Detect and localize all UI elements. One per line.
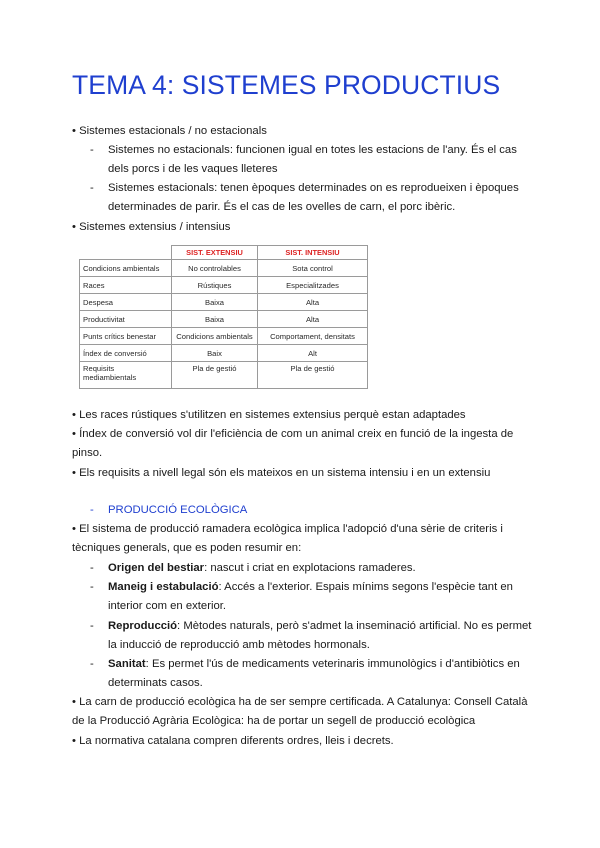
table-row: [80, 260, 368, 277]
table-cell-intensive: Alta: [258, 311, 368, 328]
table-header-blank: [80, 246, 172, 260]
bullet-mark: •: [72, 409, 76, 421]
dash-mark: -: [90, 144, 94, 156]
bullet-text: La normativa catalana compren diferents ordres, lleis i decrets.: [79, 735, 394, 747]
item-text: : nascut i criat en explotacions ramaderes.: [204, 562, 416, 574]
bullet-legal-requirements: [72, 466, 490, 480]
bullet-text: Els requisits a nivell legal són els mateixos en un sistema intensiu i en un extensiu: [79, 467, 491, 479]
item-label: Sanitat: [108, 658, 146, 670]
bullet-mark: •: [72, 221, 76, 233]
table-cell-intensive: Pla de gestió: [258, 362, 368, 389]
bullet-mark: •: [72, 523, 76, 535]
table-cell-label: [80, 362, 172, 389]
bullet-mark: •: [72, 467, 76, 479]
dash-mark: -: [90, 182, 94, 194]
table-cell-intensive: Comportament, densitats: [258, 328, 368, 345]
dash-mark: -: [90, 620, 94, 632]
page-title: TEMA 4: SISTEMES PRODUCTIUS: [72, 70, 501, 100]
bullet-eco-system: [72, 522, 503, 536]
table-row: [80, 328, 368, 345]
table-header-row: [80, 246, 368, 260]
eco-item-handling: [108, 580, 513, 594]
table-cell-label: Despesa: [80, 294, 172, 311]
item-text: : Mètodes naturals, però s'admet la inseminació artificial. No es permet: [177, 620, 532, 632]
table-cell-extensive: Baixa: [172, 311, 258, 328]
nonseasonal-text-l1: Sistemes no estacionals: funcionen igual en totes les estacions de l'any. És el cas: [108, 144, 517, 156]
bullet-regulations: [72, 734, 394, 748]
eco-item-reproduction: [108, 619, 531, 633]
bullet-certification: [72, 695, 527, 709]
bullet-text: La carn de producció ecològica ha de ser sempre certificada. A Catalunya: Consell Català: [79, 696, 528, 708]
bullet-conversion-index: [72, 427, 513, 441]
item-text: : Es permet l'ús de medicaments veterinaris immunològics i d'antibiòtics en: [145, 658, 520, 670]
dash-mark: -: [90, 504, 94, 516]
table-row: [80, 294, 368, 311]
item-text: : Accés a l'exterior. Espais mínims segons l'espècie tant en: [218, 581, 513, 593]
table-cell-intensive: Sota control: [258, 260, 368, 277]
nonseasonal-text-l2: dels porcs i de les vaques lleteres: [108, 163, 278, 175]
bullet-text: Sistemes estacionals / no estacionals: [79, 125, 267, 137]
bullet-text: Les races rústiques s'utilitzen en sistemes extensius perquè estan adaptades: [79, 409, 466, 421]
bullet-extensive: [72, 220, 230, 234]
bullet-mark: •: [72, 696, 76, 708]
bullet-mark: •: [72, 735, 76, 747]
table-cell-extensive: Rústiques: [172, 277, 258, 294]
table-cell-extensive: Condicions ambientals: [172, 328, 258, 345]
table-cell-extensive: No controlables: [172, 260, 258, 277]
table-row: [80, 362, 368, 389]
table-cell-intensive: Alt: [258, 345, 368, 362]
table-cell-label: Condicions ambientals: [80, 260, 172, 277]
bullet-seasonal: [72, 124, 267, 138]
bullet-rustic-races: [72, 408, 466, 422]
bullet-text: Sistemes extensius / intensius: [79, 221, 231, 233]
seasonal-text-l2: determinades de parir. És el cas de les ovelles de carn, el porc ibèric.: [108, 201, 456, 213]
table-cell-label: Productivitat: [80, 311, 172, 328]
dash-mark: -: [90, 658, 94, 670]
label-line-1: Requisits: [83, 364, 115, 373]
conversion-index-cont: pinso.: [72, 447, 103, 459]
table-cell-extensive: Baix: [172, 345, 258, 362]
eco-item-reproduction-cont: la inducció de reproducció amb mètodes hormonals.: [108, 639, 370, 651]
eco-system-cont: tècniques generals, que es poden resumir en:: [72, 542, 302, 554]
table-cell-intensive: Especialitzades: [258, 277, 368, 294]
dash-mark: -: [90, 581, 94, 593]
certification-cont: de la Producció Agrària Ecològica: ha de portar un segell de producció ecològica: [72, 715, 476, 727]
dash-mark: -: [90, 562, 94, 574]
table-row: [80, 311, 368, 328]
section-heading-eco: PRODUCCIÓ ECOLÒGICA: [108, 504, 248, 516]
bullet-text: Índex de conversió vol dir l'eficiència de com un animal creix en funció de la ingesta de: [79, 428, 514, 440]
table-cell-extensive: Baixa: [172, 294, 258, 311]
table-row: [80, 345, 368, 362]
table-cell-label: Races: [80, 277, 172, 294]
item-label: Maneig i estabulació: [108, 581, 219, 593]
table-cell-extensive: Pla de gestió: [172, 362, 258, 389]
table-cell-label: Índex de conversió: [80, 345, 172, 362]
bullet-mark: •: [72, 428, 76, 440]
table-cell-label: Punts crítics benestar: [80, 328, 172, 345]
item-label: Origen del bestiar: [108, 562, 205, 574]
table-header-extensive: SIST. EXTENSIU: [172, 246, 258, 260]
systems-comparison-table: [79, 245, 367, 391]
table-header-intensive: SIST. INTENSIU: [258, 246, 368, 260]
eco-item-handling-cont: interior com en exterior.: [108, 600, 227, 612]
eco-item-health: [108, 657, 520, 671]
item-label: Reproducció: [108, 620, 178, 632]
table-row: [80, 277, 368, 294]
eco-item-health-cont: determinats casos.: [108, 677, 203, 689]
eco-item-origin: [108, 561, 416, 575]
label-line-2: mediambientals: [83, 373, 137, 382]
table-cell-intensive: Alta: [258, 294, 368, 311]
bullet-text: El sistema de producció ramadera ecològica implica l'adopció d'una sèrie de criteris i: [79, 523, 503, 535]
bullet-mark: •: [72, 125, 76, 137]
seasonal-text-l1: Sistemes estacionals: tenen èpoques determinades on es reprodueixen i èpoques: [108, 182, 519, 194]
